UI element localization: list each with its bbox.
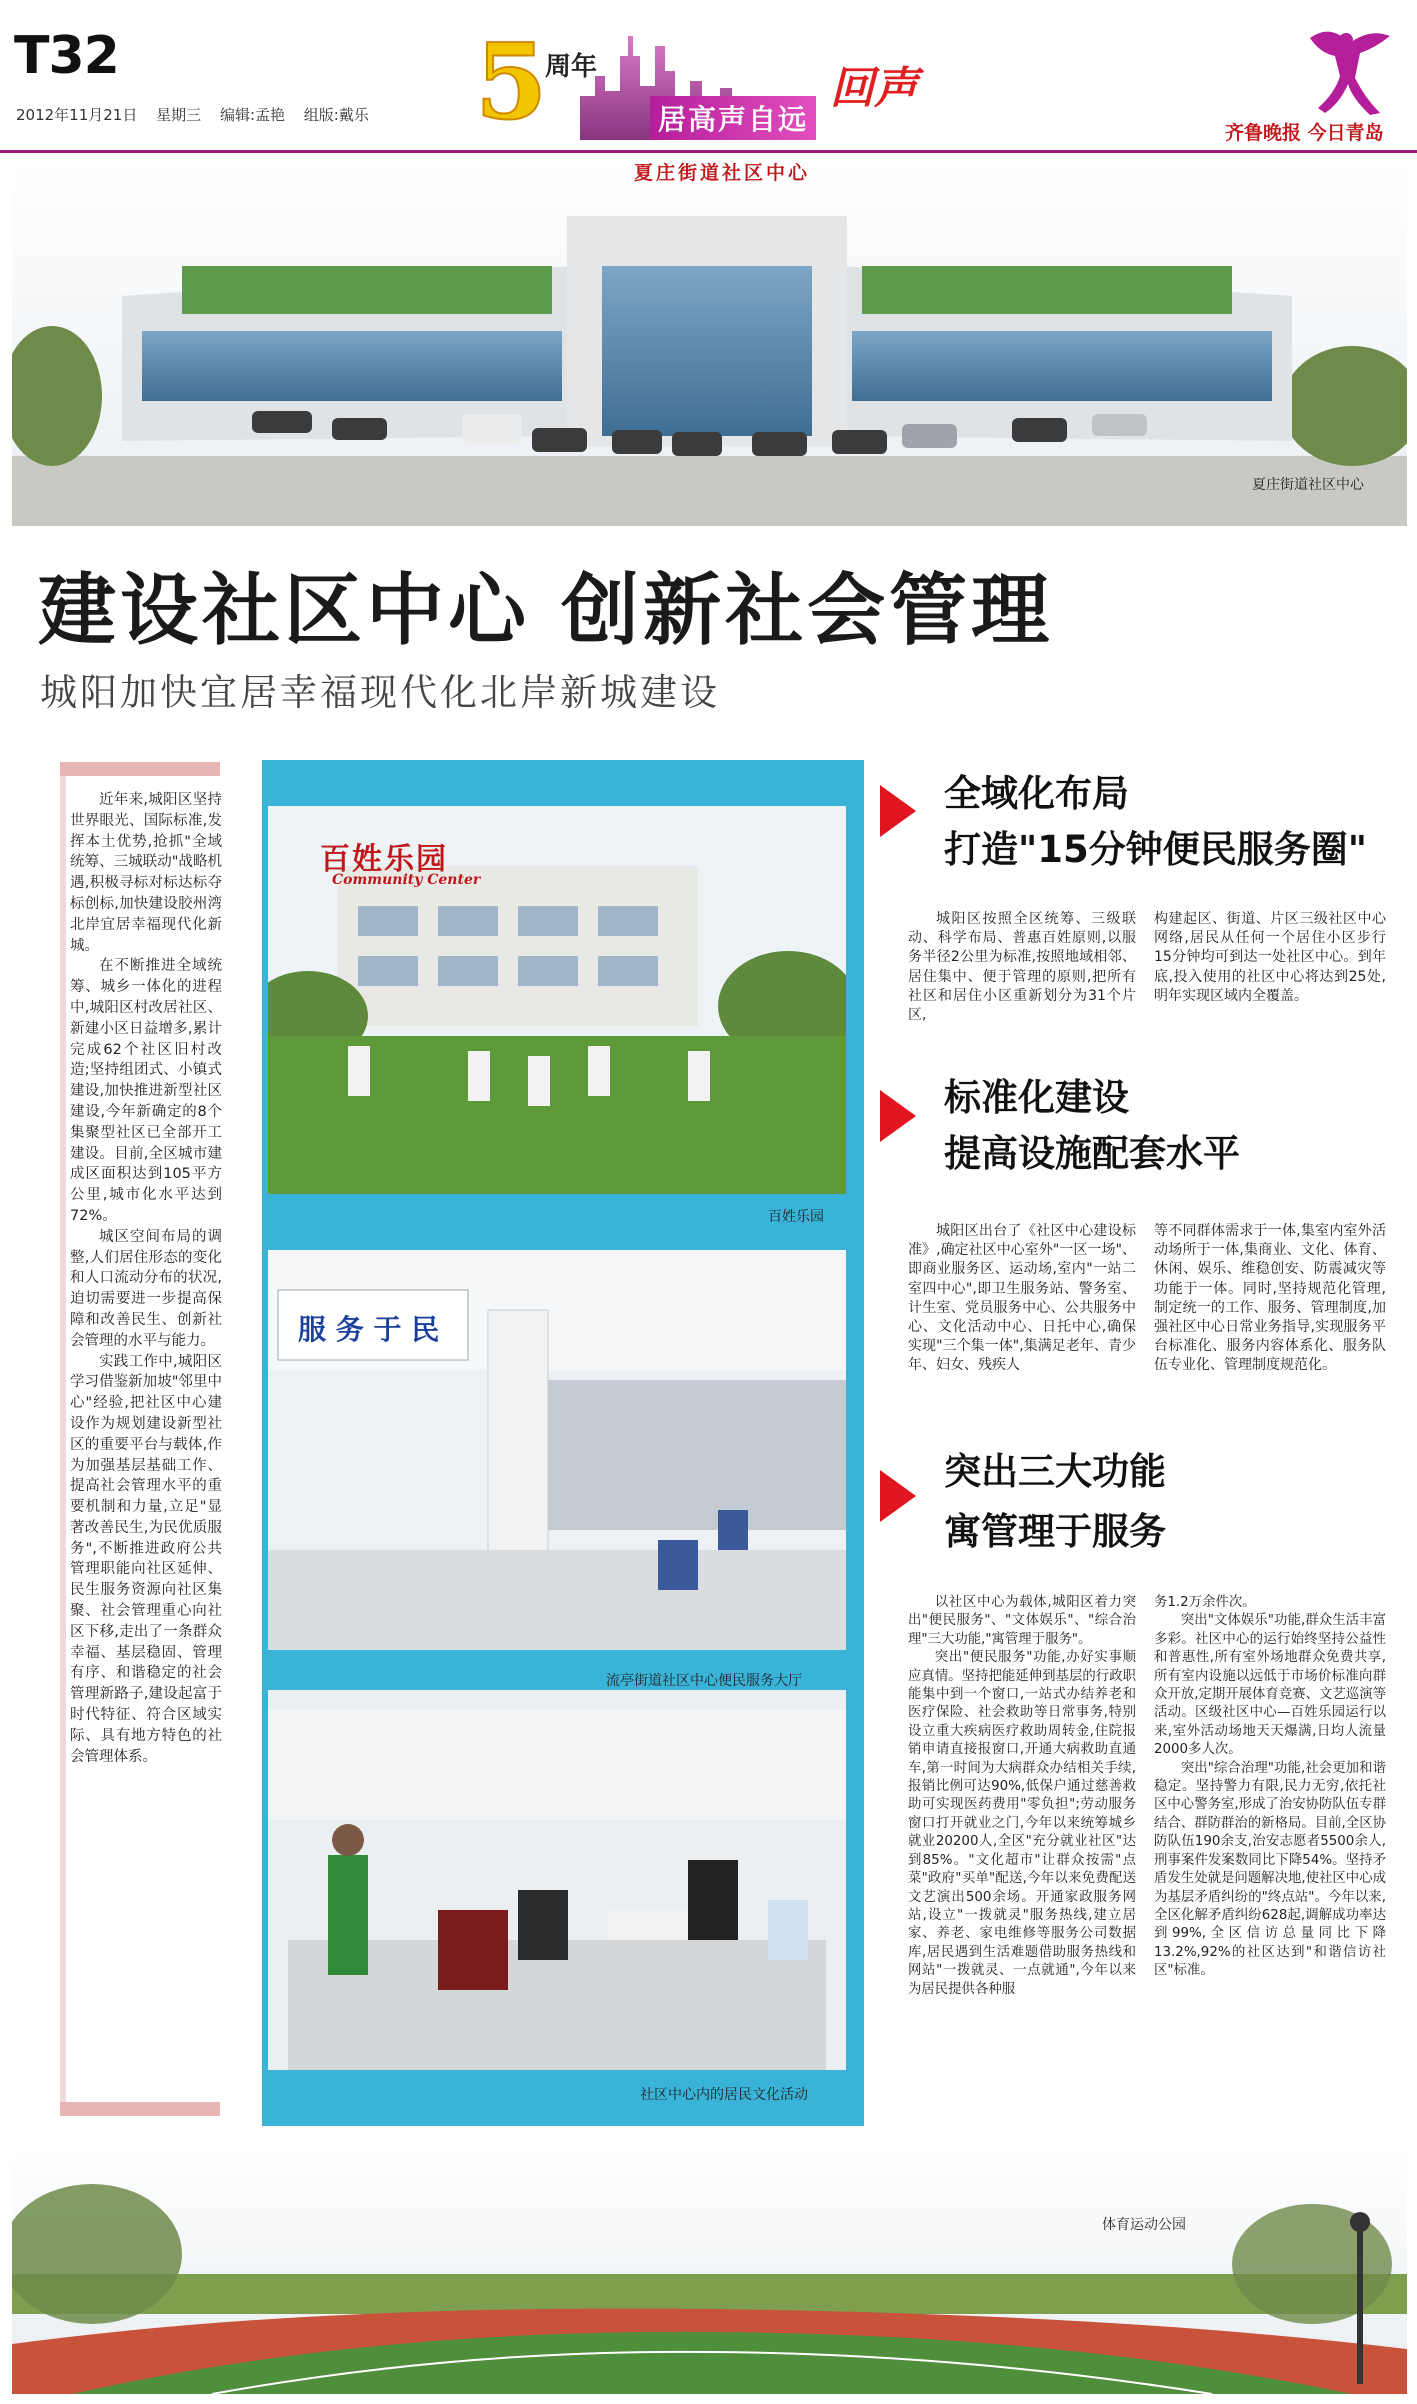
section-1-col-1 [908,910,1136,1025]
bottom-photo-caption: 体育运动公园 [1102,2217,1186,2233]
section-paragraph: 城阳区按照全区统筹、三级联动、科学布局、普惠百姓原则,以服务半径2公里为标准,按照地域相邻、居住集中、便于管理的原则,把所有社区和居住小区重新划分为31个片区, [908,911,1136,1024]
section-2-subtitle: 提高设施配套水平 [944,1132,1240,1175]
section-marker-icon [880,1470,916,1522]
section-marker-icon [880,1090,916,1142]
section-1-col-2 [1154,910,1386,1006]
section-paragraph: 务1.2万余件次。 [1154,1595,1256,1610]
section-paragraph: 以社区中心为载体,城阳区着力突出"便民服务"、"文体娱乐"、"综合治理"三大功能,"寓管理于服务"。 [908,1595,1136,1647]
sub-headline: 城阳加快宜居幸福现代化北岸新城建设 [40,671,720,714]
section-3-col-2 [1154,1594,1386,1981]
photo-caption-park: 百姓乐园 [768,1209,824,1225]
left-paragraph: 近年来,城阳区坚持世界眼光、国际标准,发挥本土优势,抢抓"全域统筹、三城联动"战略机遇,积极寻标对标达标夺标创标,加快建设胶州湾北岸宜居幸福现代化新城。 [70,792,222,954]
anniversary-number: 5 [475,20,548,143]
section-2-col-2 [1154,1222,1386,1376]
photo-caption-activity: 社区中心内的居民文化活动 [640,2087,808,2103]
issue-weekday: 星期三 [156,106,202,124]
left-column-bottom-bar [60,2102,220,2116]
photo-community-park [268,806,846,1194]
issue-meta [16,104,383,125]
section-paragraph: 突出"文体娱乐"功能,群众生活丰富多彩。社区中心的运行始终坚持公益性和普惠性,所有室外场地群众免费共享,所有室内设施以远低于市场价标准向群众开放,定期开展体育竞赛、文艺巡演等活动。区级社区中心—百姓乐园运行以来,室外活动场地天天爆满,日均人流量2000多人次。 [1154,1613,1386,1758]
bottom-photo-sports-park [12,2144,1407,2394]
section-1-title: 全域化布局 [944,772,1129,815]
activity-illustration [268,1690,846,2070]
newspaper-name: 齐鲁晚报 今日青岛 [1225,122,1384,144]
header-rule [0,150,1417,153]
building-illustration [12,156,1407,526]
left-column-top-bar [60,762,220,776]
issue-editor: 编辑:孟艳 [219,106,285,124]
section-3-col-1 [908,1594,1136,1999]
section-1-subtitle: 打造"15分钟便民服务圈" [944,828,1368,871]
banner-slogan: 居高声自远 [650,96,816,140]
section-paragraph: 城阳区出台了《社区中心建设标准》,确定社区中心室外"一区一场"、即商业服务区、运动场,室内"一站二室四中心",即卫生服务站、警务室、计生室、党员服务中心、公共服务中心、文化活动中心、日托中心,确保实现"三个集一体",集满足老年、青少年、妇女、残疾人 [908,1223,1136,1374]
column-logo-huisheng: 回声 [830,63,918,114]
photo-culture-activity [268,1690,846,2070]
photo-caption-hall: 流亭街道社区中心便民服务大厅 [606,1673,802,1689]
page-number: T32 [14,26,119,86]
section-3-title: 突出三大功能 [944,1450,1166,1493]
photo-service-hall [268,1250,846,1650]
anniversary-label: 周年 [545,52,598,82]
issue-date: 2012年11月21日 [16,106,138,124]
section-paragraph: 等不同群体需求于一体,集室内室外活动场所于一体,集商业、文化、体育、休闲、娱乐、维稳创安、防震减灾等功能于一体。同时,坚持规范化管理,制定统一的工作、服务、管理制度,加强社区中心日常业务指导,实现服务平台标准化、服务内容体系化、服务队伍专业化、管理制度规范化。 [1154,1223,1386,1374]
section-paragraph: 突出"便民服务"功能,办好实事顺应真情。坚持把能延伸到基层的行政职能集中到一个窗口,一站式办结养老和医疗保险、社会救助等日常事务,特别设立重大疾病医疗救助周转金,住院报销申请直接报窗口,开通大病救助直通车,第一时间为大病群众办结相关手续,报销比例可达90%,低保户通过慈善救助可实现医药费用"零负担";劳动服务窗口打开就业之门,今年以来统筹城乡就业20200人,全区"充分就业社区"达到85%。"文化超市"让群众按需"点菜"政府"买单"配送,今年以来免费配送文艺演出500余场。开通家政服务网站,设立"一拨就灵"服务热线,建立居家、养老、家电维修等服务公司数据库,居民遇到生活难题借助服务热线和网站"一拨就灵、一点就通",今年以来为居民提供各种服 [908,1650,1136,1997]
left-paragraph: 在不断推进全域统筹、城乡一体化的进程中,城阳区村改居社区、新建小区日益增多,累计完成62个社区旧村改造;坚持组团式、小镇式建设,加快推进新型社区建设,今年新确定的8个集聚型社区已全部开工建设。目前,全区城市建成区面积达到105平方公里,城市化水平达到72%。 [70,958,222,1224]
top-photo-community-center [12,156,1407,526]
main-headline: 建设社区中心 创新社会管理 [38,566,1054,656]
left-column-text [70,790,222,1767]
left-column-side-rule [60,776,66,2102]
top-photo-caption: 夏庄街道社区中心 [1252,477,1364,493]
building-sign: 夏庄街道社区中心 [633,162,810,184]
section-marker-icon [880,785,916,837]
section-2-title: 标准化建设 [944,1076,1129,1119]
left-paragraph: 城区空间布局的调整,人们居住形态的变化和人口流动分布的状况,迫切需要进一步提高保障和改善民生、创新社会管理的水平与能力。 [70,1228,222,1349]
park-sign: 百姓乐园 [320,842,448,877]
park-sign-english: Community Center [332,872,481,888]
section-paragraph: 构建起区、街道、片区三级社区中心网络,居民从任何一个居住小区步行15分钟均可到达一处社区中心。到年底,投入使用的社区中心将达到25处,明年实现区域内全覆盖。 [1154,911,1386,1004]
hall-sign: 服 务 于 民 [298,1313,440,1346]
dancer-logo-icon [1290,18,1400,118]
section-paragraph: 突出"综合治理"功能,社会更加和谐稳定。坚持警力有限,民力无穷,依托社区中心警务室,形成了治安协防队伍专群结合、群防群治的新格局。目前,全区协防队伍190余支,治安志愿者5500余人,刑事案件发案数同比下降54%。坚持矛盾发生处就是问题解决地,使社区中心成为基层矛盾纠纷的"终点站"。今年以来,全区化解矛盾纠纷628起,调解成功率达到99%,全区信访总量同比下降13.2%,92%的社区达到"和谐信访社区"标准。 [1154,1760,1386,1979]
issue-layout: 组版:戴乐 [303,106,369,124]
section-2-col-1 [908,1222,1136,1376]
sports-park-illustration [12,2144,1407,2394]
section-3-subtitle: 寓管理于服务 [944,1510,1166,1553]
left-paragraph: 实践工作中,城阳区学习借鉴新加坡"邻里中心"经验,把社区中心建设作为规划建设新型社区的重要平台与载体,作为加强基层基础工作、提高社会管理水平的重要机制和力量,立足"显著改善民生,为民优质服务",不断推进政府公共管理职能向社区延伸、民生服务资源向社区集聚、社会管理重心向社区下移,走出了一条群众幸福、基层稳固、管理有序、和谐稳定的社会管理新路子,建设起富于时代特征、符合区域实际、具有地方特色的社会管理体系。 [70,1353,222,1765]
